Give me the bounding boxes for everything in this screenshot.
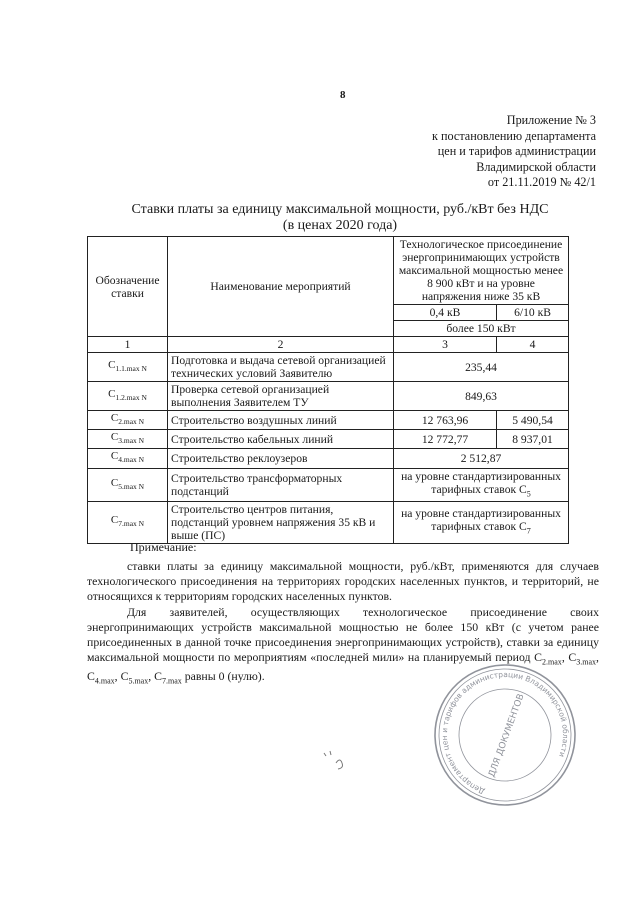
table-row (88, 501, 569, 543)
row-value-610: 5 490,54 (497, 411, 569, 430)
row-value: на уровне стандартизированных тарифных ставок $С_7$ (394, 501, 569, 543)
stamp-center-text: ДЛЯ ДОКУМЕНТОВ (487, 692, 527, 779)
table-row (88, 353, 569, 382)
title-line-2: (в ценах 2020 года) (282, 218, 398, 233)
table-row (88, 430, 569, 449)
note-label: Примечание: (130, 540, 197, 554)
row-code: $C_{7.max N}$ (88, 501, 168, 543)
row-name: Подготовка и выдача сетевой организацией технических условий Заявителю (168, 353, 394, 382)
stamp-ring-text: Департамент цен и тарифов администрации Владимирской области (439, 669, 571, 797)
row-name: Строительство кабельных линий (168, 430, 394, 449)
header-voltage-04: 0,4 кВ (394, 305, 497, 321)
page-number: 8 (340, 89, 346, 101)
header-power: более 150 кВт (394, 321, 569, 337)
appendix-line-4: Владимирской области (476, 159, 596, 174)
row-code: $C_{1.1.max N}$ (88, 353, 168, 382)
official-stamp (430, 660, 580, 810)
row-code: $C_{1.2.max N}$ (88, 382, 168, 411)
appendix-line-5: от 21.11.2019 № 42/1 (487, 175, 596, 189)
row-value: на уровне стандартизированных тарифных ставок $С_5$ (394, 468, 569, 501)
document-title (60, 202, 620, 234)
header-num-2: 2 (168, 337, 394, 353)
row-value-04: 12 763,96 (394, 411, 497, 430)
header-num-1: 1 (88, 337, 168, 353)
row-code: $C_{4.max N}$ (88, 449, 168, 468)
row-value: 2 512,87 (394, 449, 569, 468)
row-value-04: 12 772,77 (394, 430, 497, 449)
table-row (88, 411, 569, 430)
row-name: Строительство трансформаторных подстанций (168, 468, 394, 501)
header-num-4: 4 (497, 337, 569, 353)
note-paragraph-2-end: равны 0 (нулю). (181, 669, 265, 684)
row-value: 235,44 (394, 353, 569, 382)
rate-code-list: $С_{2.max}$, $С_{3.max}$, $С_{4.max}$, $С_{5.max}$, $С_{7.max}$ (87, 650, 599, 686)
rates-table (87, 236, 569, 544)
table-row (88, 468, 569, 501)
appendix-line-2: к постановлению департамента (432, 128, 596, 143)
row-code: $C_{5.max N}$ (88, 468, 168, 501)
row-code: $C_{2.max N}$ (88, 411, 168, 430)
title-line-1: Ставки платы за единицу максимальной мощности, руб./кВт без НДС (131, 202, 549, 217)
header-name: Наименование мероприятий (168, 237, 394, 337)
row-name: Строительство воздушных линий (168, 411, 394, 430)
appendix-line-3: цен и тарифов администрации (437, 144, 596, 158)
row-name: Строительство реклоузеров (168, 449, 394, 468)
header-group: Технологическое присоединение энергопринимающих устройств максимальной мощностью менее 8 900 кВт и на уровне напряжения ниже 35 кВ (394, 237, 569, 305)
header-code: Обозначение ставки (88, 237, 168, 337)
row-code: $C_{3.max N}$ (88, 430, 168, 449)
row-name: Проверка сетевой организацией выполнения Заявителем ТУ (168, 382, 394, 411)
table-row (88, 382, 569, 411)
row-name: Строительство центров питания, подстанций уровнем напряжения 35 кВ и выше (ПС) (168, 501, 394, 543)
table-number-row (88, 337, 569, 353)
note-paragraph-2-text: Для заявителей, осуществляющих технологическое присоединение своих энергопринимающих устройств максимальной мощностью не более 150 кВт (с учетом ранее присоединенных в данной точке присоединения энергопринимающих устройств), ставки за единицу максимальной мощности по мероприятиям «последней мили» на планируемый период (87, 605, 599, 664)
note-paragraph-1: ставки платы за единицу максимальной мощности, руб./кВт, применяются для случаев технологического присоединения на территориях городских населенных пунктов, и территорий, не относящихся к территориям городских населенных пунктов. (87, 559, 599, 603)
table-row (88, 449, 569, 468)
handwritten-mark (318, 745, 358, 775)
header-num-3: 3 (394, 337, 497, 353)
table-header-row (88, 237, 569, 305)
appendix-line-1: Приложение № 3 (506, 113, 596, 127)
row-value: 849,63 (394, 382, 569, 411)
appendix-header (336, 113, 596, 191)
header-voltage-610: 6/10 кВ (497, 305, 569, 321)
row-value-610: 8 937,01 (497, 430, 569, 449)
